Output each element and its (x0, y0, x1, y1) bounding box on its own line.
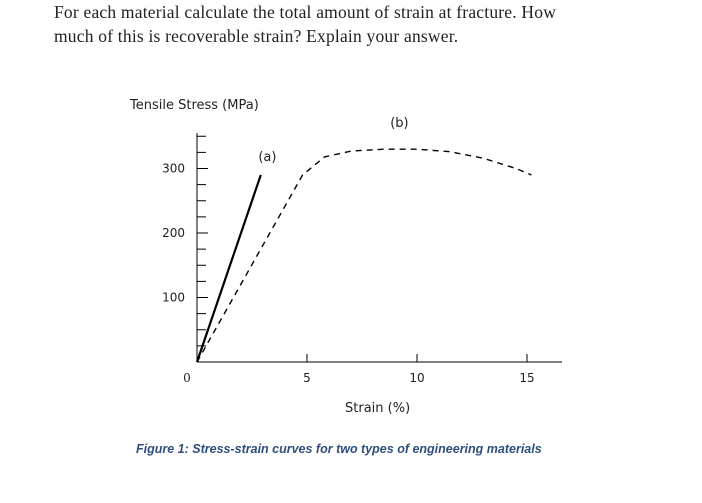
series-line-a (197, 175, 261, 362)
x-tick-label: 5 (303, 371, 311, 385)
question-line-1: For each material calculate the total amount of strain at fracture. How (54, 2, 557, 22)
series-line-b (197, 149, 531, 362)
series-label-a: (a) (258, 149, 277, 165)
x-tick-label: 10 (409, 371, 425, 385)
x-axis-label: Strain (%) (345, 401, 411, 416)
figure-caption: Figure 1: Stress-strain curves for two types of engineering materials (136, 442, 542, 456)
question-line-2: much of this is recoverable strain? Explain your answer. (54, 26, 459, 46)
y-tick-label: 300 (162, 161, 185, 176)
y-tick-label: 100 (162, 290, 185, 305)
y-axis-label: Tensile Stress (MPa) (130, 98, 259, 113)
y-tick-label: 200 (162, 226, 185, 240)
x-tick-label: 0 (183, 371, 191, 385)
x-tick-label: 15 (519, 371, 535, 385)
series-label-b: (b) (390, 116, 409, 132)
